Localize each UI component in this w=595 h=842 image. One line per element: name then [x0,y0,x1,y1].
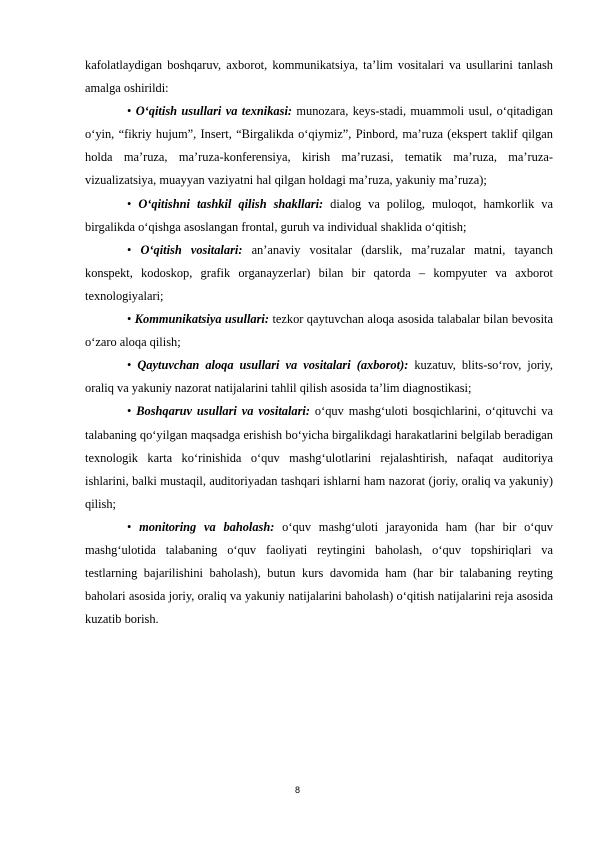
item-separator: : [270,519,283,534]
item-text: munozara, keys-stadi, muammoli usul, o‘qitadigan o‘yin, “fikriy hujum”, Insert, “Birgalikda o‘qiymiz”, Pinbord, ma’ruza (ekspert taklif qilgan holda ma’ruza, ma’ruza-konferensiya, kirish ma’ruzasi, tematik ma’ruza, ma’ruza-vizualizatsiya, muayyan vaziyatni hal qilgan holdagi ma’ruza, yakuniy ma’ruza); [85,104,553,188]
item-text: o‘quv mashg‘uloti bosqichlarini, o‘qituvchi va talabaning qo‘yilgan maqsadga erishish bo‘yicha birgalikdagi harakatlarini belgilab beradigan texnologik karta ko‘rinishida o‘quv mashg‘ulotlarini rejalashtirish, nafaqat auditoriya ishlarini, balki mustaqil, auditoriyadan tashqari ishlarni ham nazorat (joriy, oraliq va yakuniy) qilish; [85,404,553,511]
page-content [85,54,553,631]
item-term: O‘qitish usullari va texnikasi [135,104,288,119]
list-item [85,354,553,400]
item-text: tezkor qaytuvchan aloqa asosida talabalar bilan bevosita o‘zaro aloqa qilish; [85,312,553,350]
item-term: Qaytuvchan aloqa usullari va vositalari (axborot) [137,358,405,373]
intro-paragraph: kafolatlaydigan boshqaruv, axborot, kommunikatsiya, ta’lim vositalari va usullarini tanlash amalga oshirildi: [85,58,553,96]
bullet-icon: • [127,196,132,211]
bullet-icon: • [127,104,132,119]
bullet-icon: • [127,519,132,534]
page-number: 8 [294,785,300,795]
item-separator: : [305,404,315,419]
item-separator: : [264,312,273,327]
list-item [85,239,553,308]
item-term: Kommunikatsiya usullari [134,312,265,327]
item-separator: : [287,104,297,119]
bullet-icon: • [127,312,132,327]
item-text: o‘quv mashg‘uloti jarayonida ham (har bir o‘quv mashg‘ulotida talabaning o‘quv faoliyati reytingini baholash, o‘quv topshiriqlari va testlarning bajarilishini baholash), butun kurs davomida ham (har bir talabaning reyting baholari asosida joriy, oraliq va yakuniy natijalarini baholash) o‘qitish natijalarini reja asosida kuzatib borish. [85,519,553,627]
item-separator: : [319,196,331,211]
list-item [85,308,553,354]
item-separator: : [404,358,415,373]
list-item [85,193,553,239]
bullet-icon: • [127,358,132,373]
bullet-icon: • [127,242,132,257]
list-item [85,516,553,631]
item-text: kuzatuv, blits-so‘rov, joriy, oraliq va yakuniy nazorat natijalarini tahlil qilish asosida ta’lim diagnostikasi; [85,358,553,396]
bullet-list [85,100,553,631]
item-text: dialog va polilog, muloqot, hamkorlik va birgalikda o‘qishga asoslangan frontal, guruh va individual shaklida o‘qitish; [85,196,553,234]
list-item [85,100,553,192]
list-item [85,400,553,515]
item-term: Boshqaruv usullari va vositalari [136,404,306,419]
item-term: O‘qitish vositalari [140,242,239,257]
item-term: monitoring va baholash [139,519,271,534]
item-text: an’anaviy vositalar (darslik, ma’ruzalar matni, tayanch konspekt, kodoskop, grafik organayzerlar) bilan bir qatorda – kompyuter va axborot texnologiyalari; [85,242,553,303]
item-term: O‘qitishni tashkil qilish shakllari [138,196,320,211]
item-separator: : [238,242,252,257]
bullet-icon: • [127,404,132,419]
